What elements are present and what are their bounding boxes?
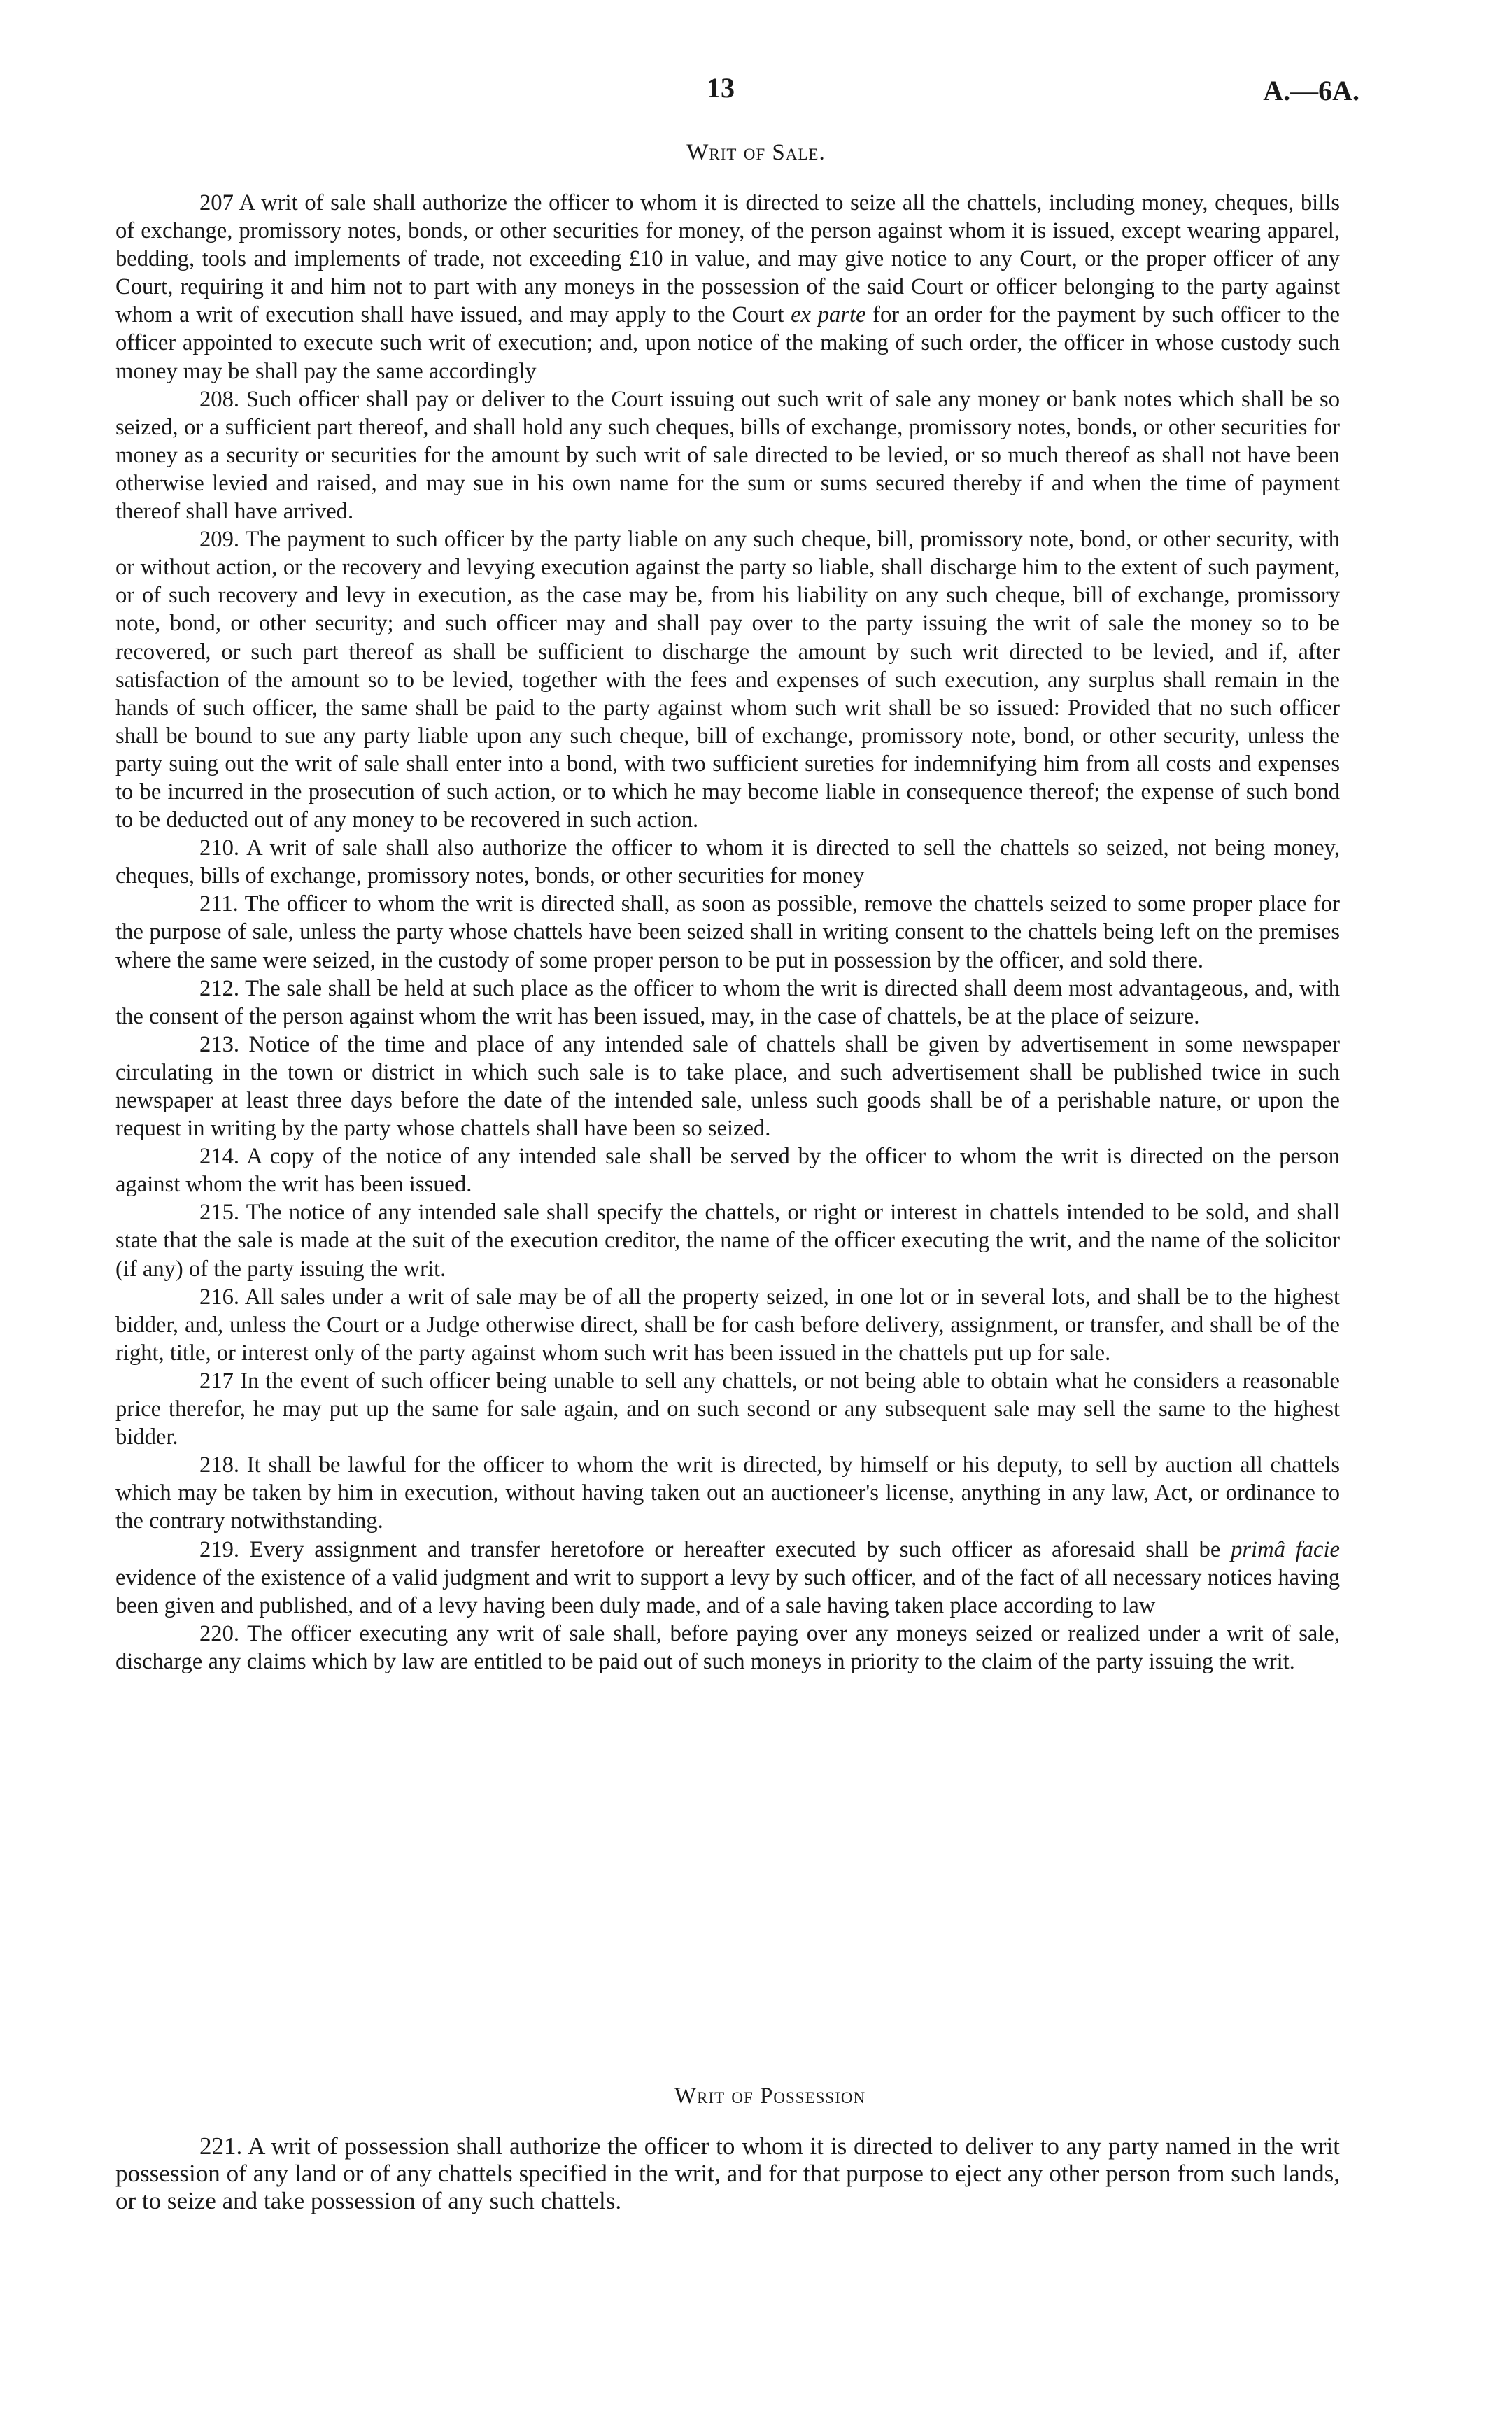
paragraph-219: 219. Every assignment and transfer heretofore or hereafter executed by such officer as aforesaid shall be primâ facie evidence of the existence of a valid judgment and writ to support a levy by such officer, and of the fact of all necessary notices having been given and published, and of a levy having been duly made, and of a sale having taken place according to law	[115, 1536, 1340, 1618]
paragraph-209: 209. The payment to such officer by the party liable on any such cheque, bill, promissory note, bond, or other security, with or without action, or the recovery and levying execution against the party so liable, shall discharge him to the extent of such payment, or of such recovery and levy in execution, as the case may be, from his liability on any such cheque, bill of exchange, promissory note, bond, or other security; and such officer may and shall pay over to the party issuing the writ of sale the money so to be recovered, or such part thereof as shall be sufficient to discharge the amount by such writ directed to be levied, and if, after satisfaction of the amount so to be levied, together with the fees and expenses of such execution, any surplus shall remain in the hands of such officer, the same shall be paid to the party against whom such writ shall be so issued: Provided that no such officer shall be bound to sue any party liable upon any such cheque, bill of exchange, promissory note, bond, or other security, unless the party suing out the writ of sale shall enter into a bond, with two sufficient sureties for indemnifying him from all costs and expenses to be incurred in the prosecution of such action, or to which he may become liable in consequence thereof; the expense of such bond to be deducted out of any money to be recovered in such action.	[115, 527, 1340, 833]
section-heading-writ-of-sale: Writ of Sale.	[686, 140, 826, 165]
italic-prima-facie: primâ facie	[1231, 1536, 1340, 1562]
paragraph-217: 217 In the event of such officer being unable to sell any chattels, or not being able to obtain what he considers a reasonable price therefor, he may put up the same for sale again, and on such second or any subsequent sale may sell the same to the highest bidder.	[115, 1368, 1340, 1450]
paragraph-213: 213. Notice of the time and place of any intended sale of chattels shall be given by advertisement in some newspaper circulating in the town or district in which such sale is to take place, and such advertisement shall be published twice in such newspaper at least three days before the date of the intended sale, unless such goods shall be of a perishable nature, or upon the request in writing by the party whose chattels shall have been so seized.	[115, 1031, 1340, 1142]
section-body-writ-of-possession	[115, 2132, 1340, 2214]
paragraph-220: 220. The officer executing any writ of sale shall, before paying over any moneys seized or realized under a writ of sale, discharge any claims which by law are entitled to be paid out of such moneys in priority to the claim of the party issuing the writ.	[115, 1620, 1340, 1674]
section-body-writ-of-sale	[115, 189, 1340, 1676]
paragraph-218: 218. It shall be lawful for the officer to whom the writ is directed, by himself or his deputy, to sell by auction all chattels which may be taken by him in execution, without having taken out an auctioneer's license, anything in any law, Act, or ordinance to the contrary notwithstanding.	[115, 1452, 1340, 1534]
document-id: A.—6A.	[1263, 75, 1359, 106]
section-heading-writ-of-possession: Writ of Possession	[674, 2083, 866, 2109]
paragraph-214: 214. A copy of the notice of any intended sale shall be served by the officer to whom the writ is directed on the person against whom the writ has been issued.	[115, 1144, 1340, 1198]
paragraph-221: 221. A writ of possession shall authorize the officer to whom it is directed to deliver to any party named in the writ possession of any land or of any chattels specified in the writ, and for that purpose to eject any other person from such lands, or to seize and take possession of any such chattels.	[115, 2132, 1340, 2214]
paragraph-215: 215. The notice of any intended sale shall specify the chattels, or right or interest in chattels intended to be sold, and shall state that the sale is made at the suit of the execution creditor, the name of the officer executing the writ, and the name of the solicitor (if any) of the party issuing the writ.	[115, 1200, 1340, 1282]
paragraph-212: 212. The sale shall be held at such place as the officer to whom the writ is directed shall deem most advantageous, and, with the consent of the person against whom the writ has been issued, may, in the case of chattels, be at the place of seizure.	[115, 975, 1340, 1029]
italic-ex-parte: ex parte	[791, 302, 866, 328]
paragraph-211: 211. The officer to whom the writ is directed shall, as soon as possible, remove the chattels seized to some proper place for the purpose of sale, unless the party whose chattels have been seized shall in writing consent to the chattels being left on the premises where the same were seized, in the custody of some proper person to be put in possession by the officer, and sold there.	[115, 891, 1340, 973]
page-number: 13	[707, 72, 735, 104]
paragraph-216: 216. All sales under a writ of sale may be of all the property seized, in one lot or in several lots, and shall be to the highest bidder, and, unless the Court or a Judge otherwise direct, shall be for cash before delivery, assignment, or transfer, and shall be of the right, title, or interest only of the party against whom such writ has been issued in the chattels put up for sale.	[115, 1284, 1340, 1366]
paragraph-210: 210. A writ of sale shall also authorize the officer to whom it is directed to sell the chattels so seized, not being money, cheques, bills of exchange, promissory notes, bonds, or other securities for money	[115, 835, 1340, 889]
paragraph-207: 207 A writ of sale shall authorize the officer to whom it is directed to seize all the chattels, including money, cheques, bills of exchange, promissory notes, bonds, or other securities for money, of the person against whom it is issued, except wearing apparel, bedding, tools and implements of trade, not exceeding £10 in value, and may give notice to any Court, or the proper officer of any Court, requiring it and him not to part with any moneys in the possession of the said Court or officer belonging to the party against whom a writ of execution shall have issued, and may apply to the Court ex parte for an order for the payment by such officer to the officer appointed to execute such writ of execution; and, upon notice of the making of such order, the officer in whose custody such money may be shall pay the same accordingly	[115, 190, 1340, 384]
paragraph-208: 208. Such officer shall pay or deliver to the Court issuing out such writ of sale any money or bank notes which shall be so seized, or a sufficient part thereof, and shall hold any such cheques, bills of exchange, promissory notes, bonds, or other securities for money as a security or securities for the amount by such writ of sale directed to be levied, or so much thereof as shall not have been otherwise levied and raised, and may sue in his own name for the sum or sums secured thereby if and when the time of payment thereof shall have arrived.	[115, 386, 1340, 525]
